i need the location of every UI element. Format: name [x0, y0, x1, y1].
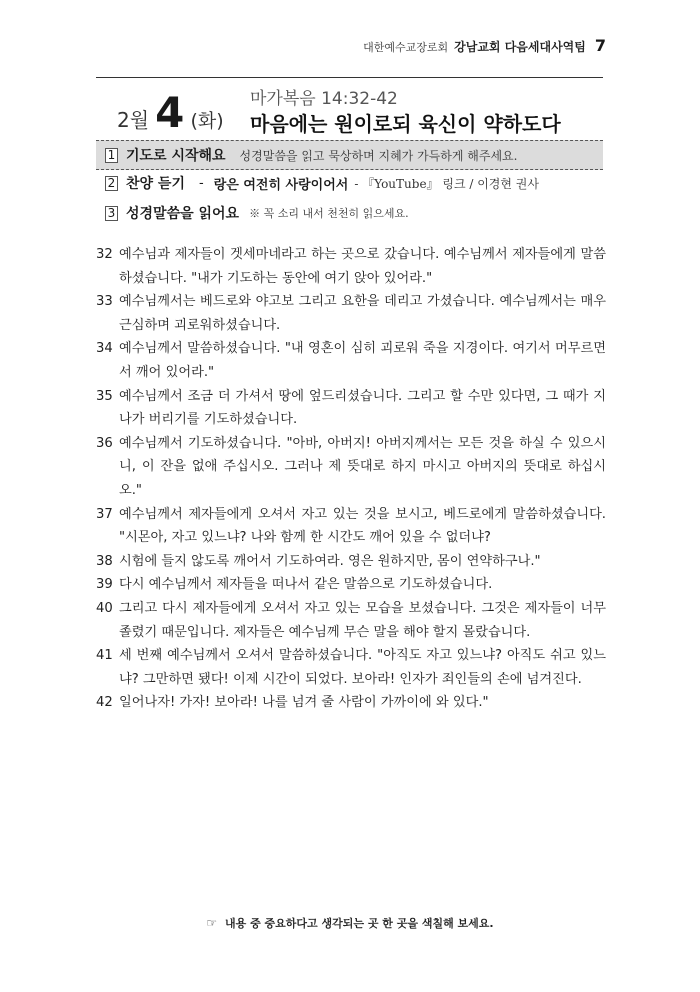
step-label: 성경말씀을 읽어요 — [126, 206, 240, 222]
verse-number: 32 — [96, 247, 113, 262]
church-name: 대한예수교장로회 — [363, 41, 449, 54]
verse-number: 33 — [96, 294, 113, 310]
verse-text: 예수님께서 조금 더 가셔서 땅에 엎드리셨습니다. 그리고 할 수만 있다면, 그 때가 지나가 버리기를 기도하셨습니다. — [119, 388, 606, 428]
date-month: 2월 — [117, 108, 150, 132]
header-divider — [96, 77, 603, 78]
page-header — [363, 36, 606, 58]
scripture-passage — [96, 243, 606, 715]
verse-number: 35 — [96, 388, 113, 404]
verse-item — [96, 337, 606, 384]
step-description: 성경말씀을 읽고 묵상하며 지혜가 가득하게 해주세요. — [239, 148, 518, 163]
step-number-box: 1 — [105, 148, 118, 163]
verse-item — [96, 597, 606, 644]
verse-text: 세 번째 예수님께서 오셔서 말씀하셨습니다. "아직도 자고 있느냐? 아직도 쉬고 있느냐? 그만하면 됐다! 이제 시간이 되었다. 보아라! 인자가 죄인들의 손에 넘겨진다. — [119, 648, 606, 687]
verse-item — [96, 573, 606, 597]
verse-text: 예수님과 제자들이 겟세마네라고 하는 곳으로 갔습니다. 예수님께서 제자들에게 말씀하셨습니다. "내가 기도하는 동안에 여기 앉아 있어라." — [119, 247, 606, 286]
song-title: 랑은 여전히 사랑이어서 — [213, 177, 349, 193]
verse-number: 37 — [96, 506, 113, 522]
verse-text: 일어나자! 가자! 보아라! 나를 넘겨 줄 사람이 가까이에 와 있다." — [119, 695, 489, 711]
step-worship — [96, 169, 603, 197]
date-day: 4 — [155, 88, 185, 137]
verse-number: 40 — [96, 600, 113, 616]
step-number-box: 2 — [105, 176, 118, 191]
verse-item — [96, 290, 606, 337]
verse-item — [96, 432, 606, 503]
verse-text: 예수님께서는 베드로와 야고보 그리고 요한을 데리고 가셨습니다. 예수님께서는 매우 근심하며 괴로워하셨습니다. — [119, 294, 606, 333]
page-title: 마음에는 원이로되 육신이 약하도다 — [250, 112, 561, 136]
verse-number: 39 — [96, 577, 113, 593]
page-number: 7 — [594, 36, 606, 55]
pointing-hand-icon: ☞ — [206, 916, 218, 930]
step-note: ※ 꼭 소리 내서 천천히 읽으세요. — [249, 207, 409, 220]
verse-number: 42 — [96, 695, 113, 711]
step-label: 기도로 시작해요 — [126, 148, 226, 164]
verse-item — [96, 503, 606, 550]
date-block — [117, 88, 224, 137]
step-number-box: 3 — [105, 206, 118, 221]
verse-number: 41 — [96, 648, 113, 664]
team-name: 강남교회 다음세대사역팀 — [454, 40, 586, 54]
verse-item — [96, 550, 606, 574]
verse-text: 예수님께서 제자들에게 오셔서 자고 있는 것을 보시고, 베드로에게 말씀하셨습니다. "시몬아, 자고 있느냐? 나와 함께 한 시간도 깨어 있을 수 없더냐? — [119, 506, 606, 546]
verse-item — [96, 691, 606, 715]
verse-text: 그리고 다시 제자들에게 오셔서 자고 있는 모습을 보셨습니다. 그것은 제자들이 너무 졸렸기 때문입니다. 제자들은 예수님께 무슨 말을 해야 할지 몰랐습니다. — [119, 600, 606, 640]
verse-text: 다시 예수님께서 제자들을 떠나서 같은 말씀으로 기도하셨습니다. — [119, 577, 493, 593]
verse-number: 38 — [96, 553, 113, 569]
step-pray — [96, 140, 603, 170]
step-label: 찬양 듣기 — [126, 176, 185, 192]
verse-item — [96, 243, 606, 290]
step-read — [96, 199, 603, 227]
verse-number: 36 — [96, 435, 113, 451]
verse-text: 예수님께서 말씀하셨습니다. "내 영혼이 심히 괴로워 죽을 지경이다. 여기서 머무르면서 깨어 있어라." — [119, 341, 606, 380]
footer-text: 내용 중 중요하다고 생각되는 곳 한 곳을 색칠해 보세요. — [225, 917, 494, 930]
verse-text: 예수님께서 기도하셨습니다. "아바, 아버지! 아버지께서는 모든 것을 하실 수 있으시니, 이 잔을 없애 주십시오. 그러나 제 뜻대로 하지 마시고 아버지의 뜻대로 하십시오." — [119, 435, 606, 498]
passage-reference: 마가복음 14:32-42 — [250, 89, 398, 109]
date-weekday: (화) — [190, 110, 224, 132]
verse-number: 34 — [96, 341, 113, 357]
verse-item — [96, 385, 606, 432]
verse-item — [96, 644, 606, 691]
verse-text: 시험에 들지 않도록 깨어서 기도하여라. 영은 원하지만, 몸이 연약하구나." — [119, 553, 541, 569]
song-link-info[interactable]: - 『YouTube』 링크 / 이경현 권사 — [354, 176, 539, 191]
step-dash: - — [198, 175, 204, 191]
footer-instruction — [0, 915, 700, 931]
